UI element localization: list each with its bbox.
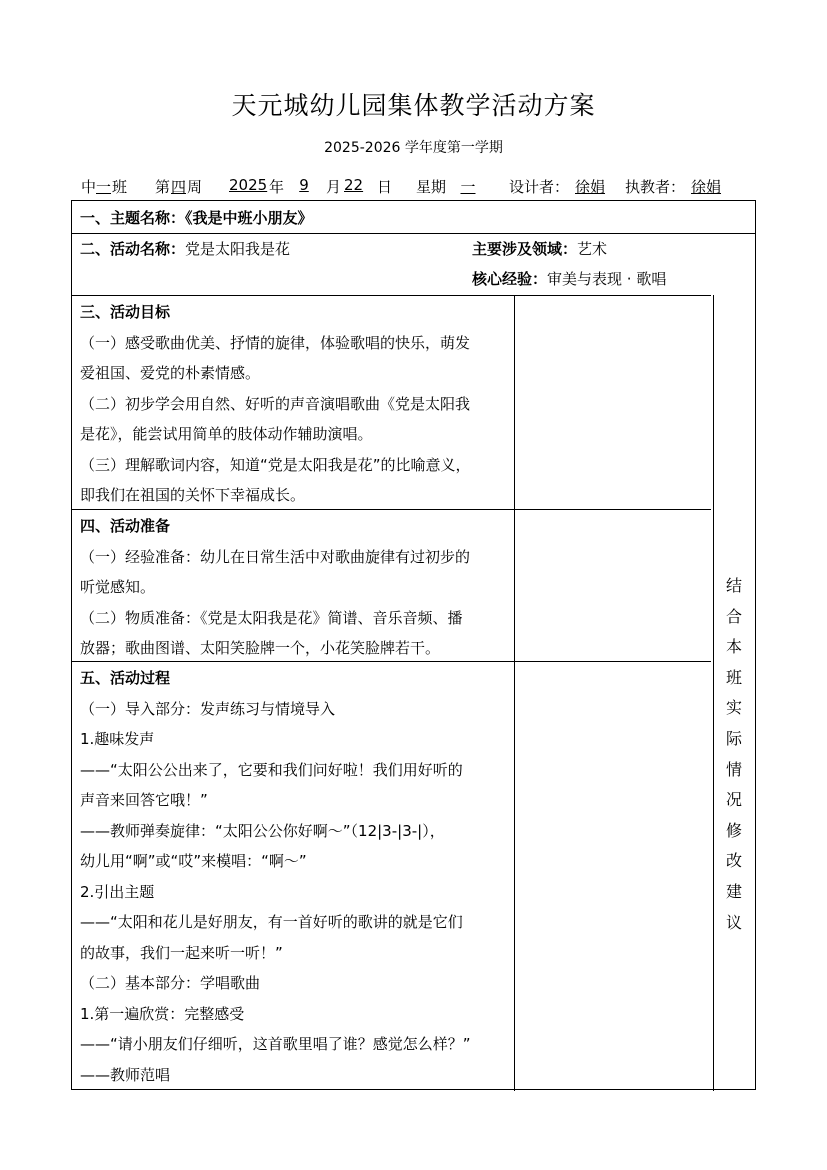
note-char: 况 xyxy=(725,790,742,810)
note-char: 际 xyxy=(725,728,742,748)
week-number: 四 xyxy=(171,178,187,196)
document-title: 天元城幼儿园集体教学活动方案 xyxy=(231,91,596,120)
goals-line: 爱祖国、爱党的朴素情感。 xyxy=(80,364,261,382)
month-suffix: 月 xyxy=(326,178,342,196)
process-line: 声音来回答它哦！” xyxy=(80,791,208,809)
process-line: 1.趣味发声 xyxy=(80,730,155,748)
domain-value: 艺术 xyxy=(577,240,608,258)
plan-table xyxy=(71,200,756,1090)
note-char: 情 xyxy=(725,759,742,779)
teacher-label: 执教者： xyxy=(625,178,686,196)
designer-label: 设计者： xyxy=(509,178,570,196)
prep-line: 放器；歌曲图谱、太阳笑脸牌一个，小花笑脸牌若干。 xyxy=(80,639,441,657)
week-suffix: 周 xyxy=(187,178,203,196)
process-line: 幼儿用“啊”或“哎”来模唱：“啊～” xyxy=(80,852,307,870)
weekday: 一 xyxy=(460,178,476,196)
theme-row xyxy=(80,203,313,234)
goals-line: 即我们在祖国的关怀下幸福成长。 xyxy=(80,486,306,504)
class-name: 一 xyxy=(96,178,112,196)
week-prefix: 第 xyxy=(155,178,171,196)
process-line: ——“太阳公公出来了，它要和我们问好啦！我们用好听的 xyxy=(80,760,463,779)
prep-heading: 四、活动准备 xyxy=(80,517,171,535)
process-heading: 五、活动过程 xyxy=(80,669,171,687)
domain-row xyxy=(472,234,607,265)
note-char: 合 xyxy=(725,606,742,626)
year: 2025 xyxy=(229,176,268,194)
year-suffix: 年 xyxy=(269,178,285,196)
goals-line: （二）初步学会用自然、好听的声音演唱歌曲《党是太阳我 xyxy=(80,394,471,413)
class-suffix: 班 xyxy=(112,178,128,196)
weekday-label: 星期 xyxy=(416,178,447,196)
process-line: （二）基本部分：学唱歌曲 xyxy=(80,974,261,992)
theme-label: 一、主题名称： xyxy=(80,209,186,227)
preparation-section xyxy=(80,511,512,664)
revision-note-column xyxy=(714,571,754,938)
process-line: ——“太阳和花儿是好朋友，有一首好听的歌讲的就是它们 xyxy=(80,913,463,931)
goals-heading: 三、活动目标 xyxy=(80,303,171,321)
core-value: 审美与表现 · 歌唱 xyxy=(547,270,667,288)
activity-label: 二、活动名称： xyxy=(80,240,186,258)
activity-value: 党是太阳我是花 xyxy=(185,240,291,258)
process-line: ——教师范唱 xyxy=(80,1065,171,1084)
note-char: 本 xyxy=(725,637,742,657)
goals-line: （一）感受歌曲优美、抒情的旋律，体验歌唱的快乐，萌发 xyxy=(80,333,471,352)
process-line: 2.引出主题 xyxy=(80,882,155,901)
designer-name: 徐娟 xyxy=(575,178,606,196)
row-divider xyxy=(72,295,711,296)
process-line: ——“请小朋友们仔细听，这首歌里唱了谁？感觉怎么样？” xyxy=(80,1035,471,1053)
prep-line: 听觉感知。 xyxy=(80,578,156,596)
class-prefix: 中 xyxy=(81,178,97,196)
column-divider xyxy=(514,295,515,1091)
note-char: 班 xyxy=(725,667,742,687)
core-experience-row xyxy=(472,264,666,295)
teacher-name: 徐娟 xyxy=(691,178,722,196)
day: 22 xyxy=(344,176,364,194)
note-char: 结 xyxy=(725,576,742,595)
process-line: 的故事，我们一起来听一听！” xyxy=(80,943,283,962)
note-char: 建 xyxy=(725,881,742,901)
prep-line: （一）经验准备：幼儿在日常生活中对歌曲旋律有过初步的 xyxy=(80,547,471,566)
note-char: 修 xyxy=(725,820,742,840)
month: 9 xyxy=(299,176,309,194)
day-suffix: 日 xyxy=(377,178,393,196)
process-line: ——教师弹奏旋律：“太阳公公你好啊～”（12|3-|3-|）， xyxy=(80,821,445,840)
goals-section xyxy=(80,297,512,511)
prep-line: （二）物质准备：《党是太阳我是花》简谱、音乐音频、播 xyxy=(80,608,463,627)
domain-label: 主要涉及领域： xyxy=(472,240,578,258)
note-char: 实 xyxy=(725,698,742,718)
note-char: 议 xyxy=(725,912,742,932)
activity-name-row xyxy=(80,234,290,265)
theme-value: 《我是中班小朋友》 xyxy=(185,209,313,227)
goals-line: 是花》，能尝试用简单的肢体动作辅助演唱。 xyxy=(80,425,373,443)
process-line: 1.第一遍欣赏：完整感受 xyxy=(80,1004,245,1023)
goals-line: （三）理解歌词内容，知道“党是太阳我是花”的比喻意义， xyxy=(80,455,471,474)
note-char: 改 xyxy=(725,851,742,871)
process-section xyxy=(80,663,512,1090)
process-line: （一）导入部分：发声练习与情境导入 xyxy=(80,699,336,718)
document-subtitle: 2025-2026 学年度第一学期 xyxy=(324,140,503,156)
core-label: 核心经验： xyxy=(472,270,548,288)
